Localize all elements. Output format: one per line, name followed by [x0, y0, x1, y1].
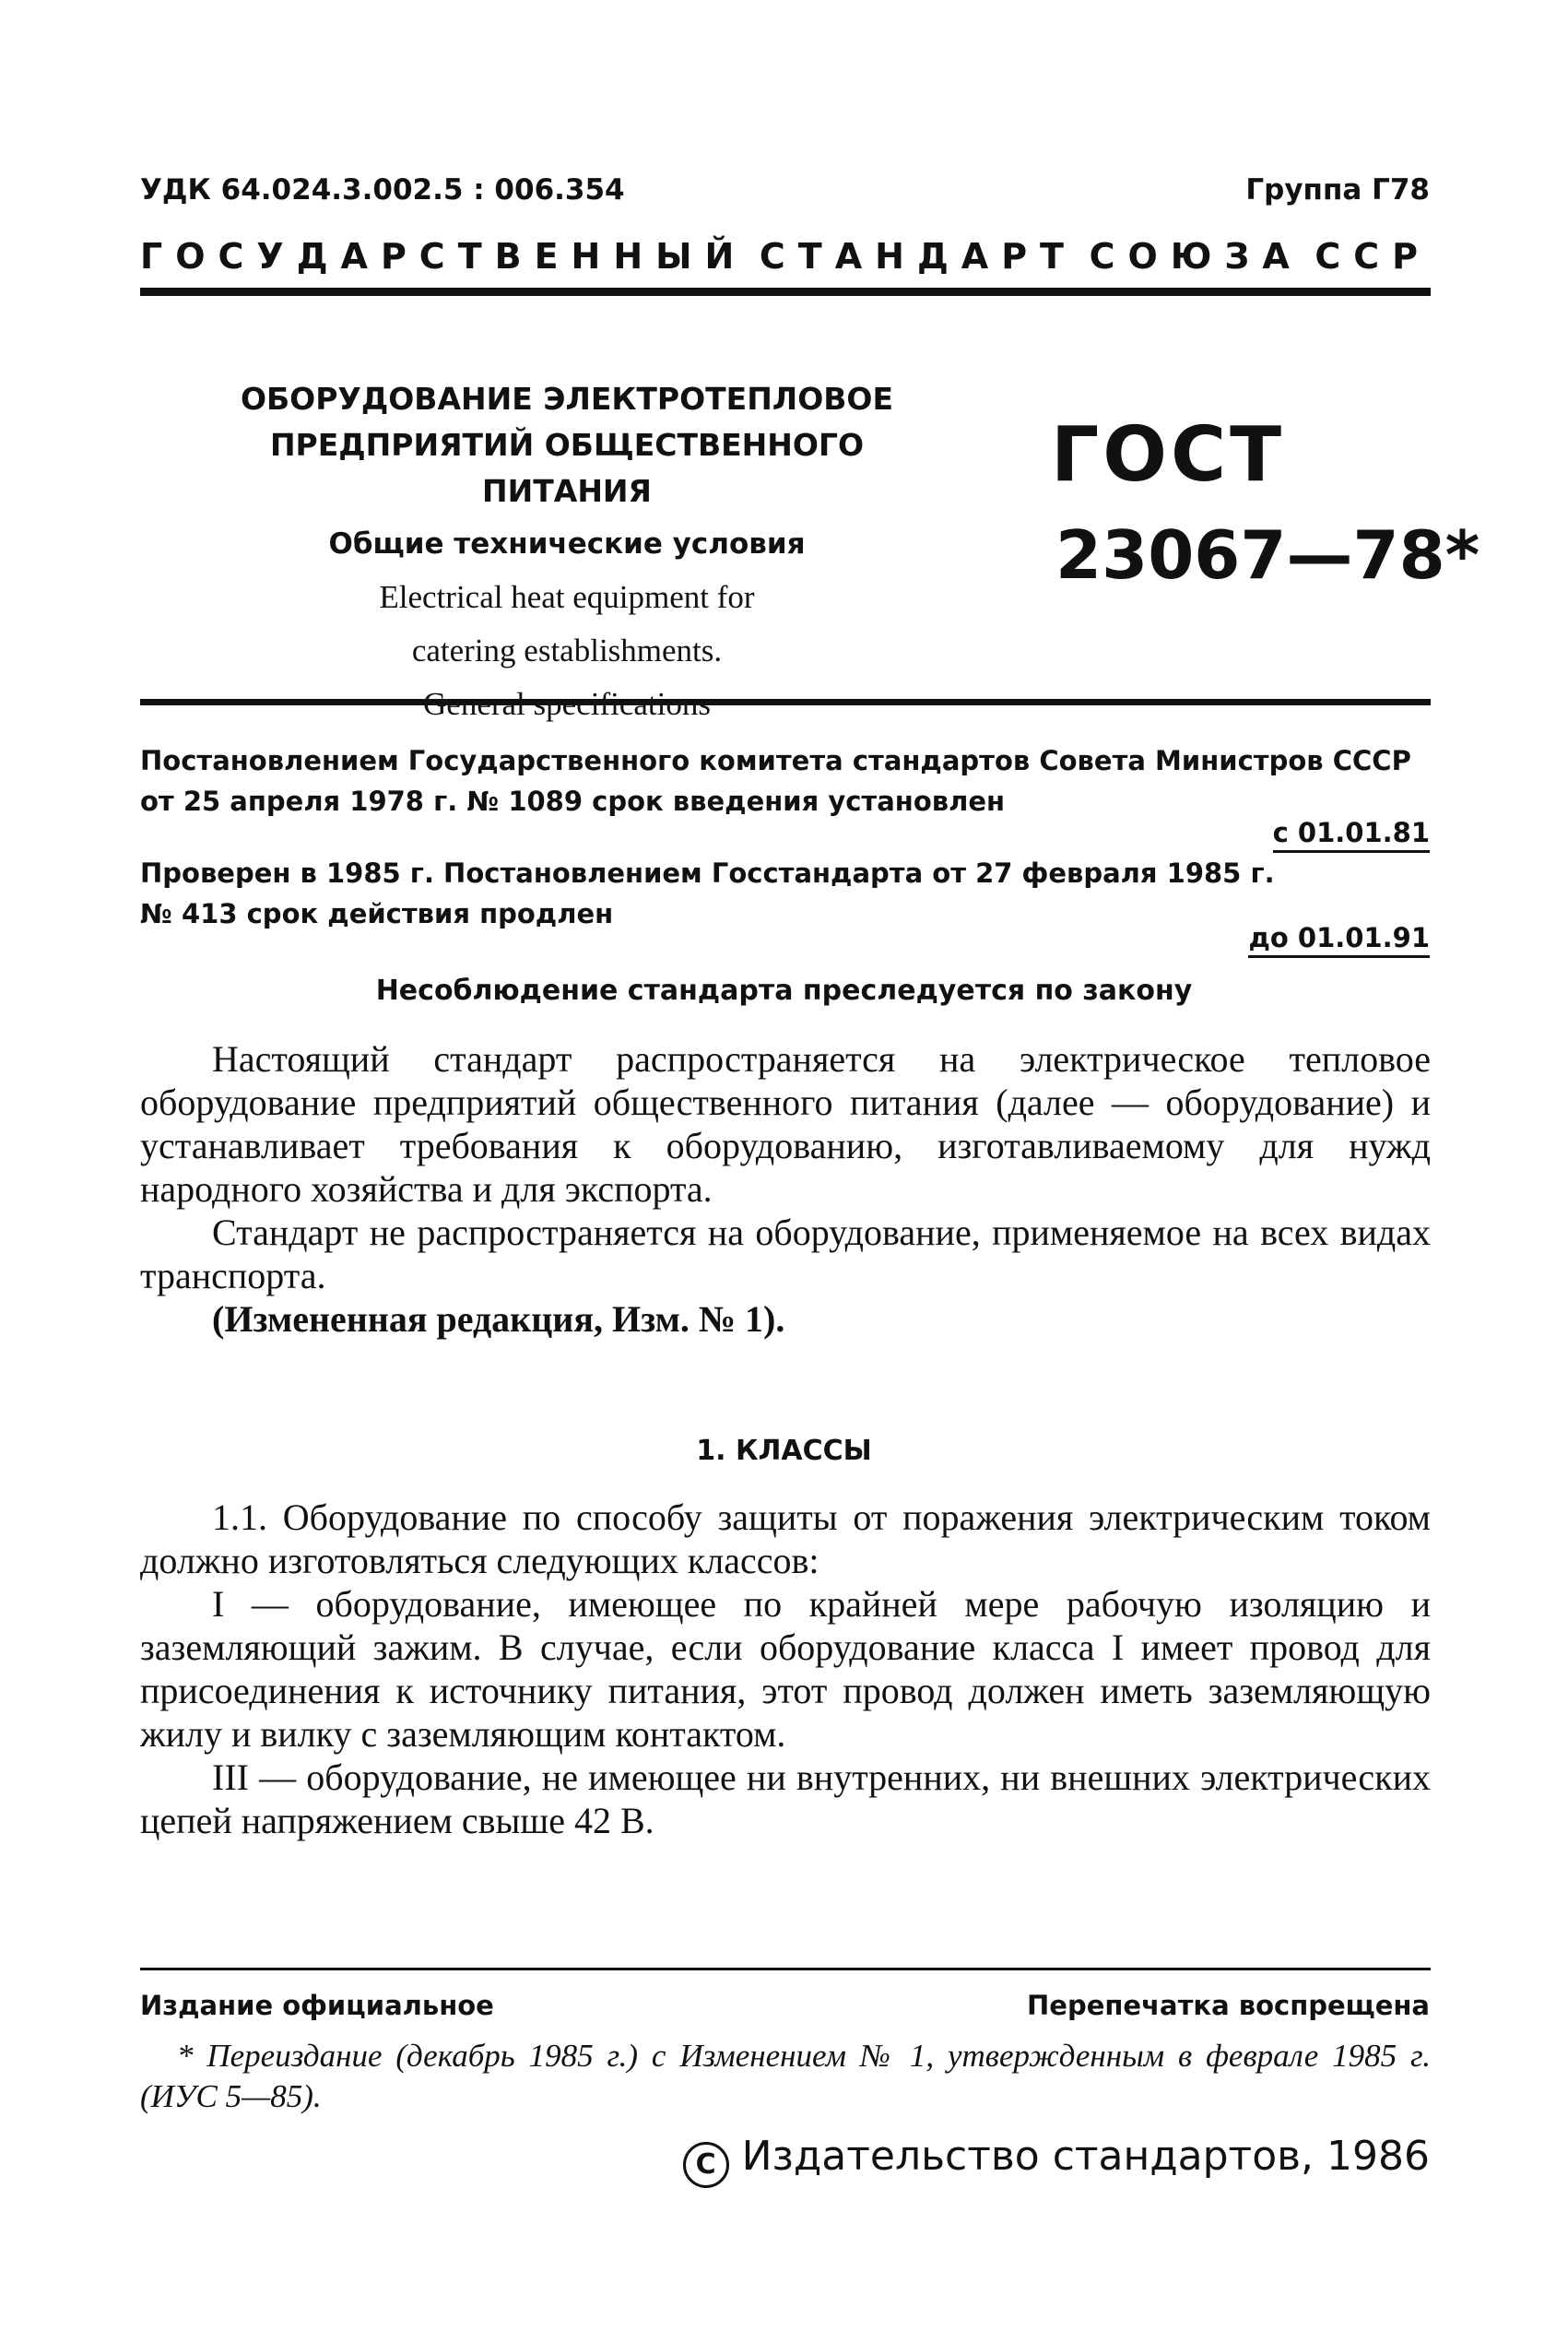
footnote-text: * Переиздание (декабрь 1985 г.) с Изменением № 1, утвержденным в феврале 1985 г. (ИУС 5—85).	[140, 2038, 1431, 2114]
banner-word: ССР	[1315, 236, 1431, 277]
banner-word: СОЮЗА	[1089, 236, 1303, 277]
banner-word: СТАНДАРТ	[759, 236, 1077, 277]
decree-line: № 413 срок действия продлен	[140, 898, 614, 929]
section-text	[140, 1496, 1431, 1842]
title-rule	[140, 699, 1431, 705]
section-heading: 1. КЛАССЫ	[696, 1435, 872, 1467]
title-en-line: Electrical heat equipment for	[379, 579, 755, 615]
section-paragraph: III — оборудование, не имеющее ни внутренних, ни внешних электрических цепей напряжением свыше 42 В.	[140, 1756, 1431, 1841]
section-paragraph: 1.1. Оборудование по способу защиты от поражения электрическим током должно изготовляться следующих классов:	[140, 1496, 1431, 1581]
copyright-icon: С	[683, 2142, 729, 2188]
intro-paragraph: Настоящий стандарт распространяется на электрическое тепловое оборудование предприятий общественного питания (далее — оборудование) и устанавливает требования к оборудованию, изготавливаемому для нужд народного хозяйства и для экспорта.	[140, 1038, 1431, 1210]
date-to: до 01.01.91	[1248, 922, 1430, 958]
section-paragraph: I — оборудование, имеющее по крайней мере рабочую изоляцию и заземляющий зажим. В случае, если оборудование класса I имеет провод для присоединения к источнику питания, этот провод должен иметь заземляющую жилу и вилку с заземляющим контактом.	[140, 1583, 1431, 1755]
legal-notice: Несоблюдение стандарта преследуется по закону	[375, 975, 1193, 1007]
official-edition: Издание официальное	[140, 1990, 494, 2021]
footnote	[140, 2036, 1431, 2117]
footer-rule	[140, 1968, 1431, 1970]
revision-note: (Измененная редакция, Изм. № 1).	[212, 1298, 785, 1340]
reprint-prohibited: Перепечатка воспрещена	[1027, 1990, 1430, 2021]
intro-text	[140, 1037, 1431, 1341]
title-block	[212, 376, 922, 721]
publisher-line	[683, 2133, 1430, 2188]
decree-text-1	[140, 740, 1431, 822]
title-ru-line: ОБОРУДОВАНИЕ ЭЛЕКТРОТЕПЛОВОЕ	[240, 381, 894, 417]
decree-line: от 25 апреля 1978 г. № 1089 срок введения установлен	[140, 786, 1006, 817]
banner-word: ГОСУДАРСТВЕННЫЙ	[140, 236, 748, 277]
standard-banner	[140, 236, 1431, 277]
group-code: Группа Г78	[1245, 173, 1430, 207]
title-ru-line: ПРЕДПРИЯТИЙ ОБЩЕСТВЕННОГО ПИТАНИЯ	[269, 427, 865, 509]
udk-code: УДК 64.024.3.002.5 : 006.354	[140, 173, 625, 207]
publisher-name: Издательство стандартов, 1986	[741, 2133, 1430, 2180]
title-en-line: catering establishments.	[411, 633, 723, 668]
decree-line: Постановлением Государственного комитета стандартов Совета Министров СССР	[140, 745, 1411, 776]
decree-line: Проверен в 1985 г. Постановлением Госстандарта от 27 февраля 1985 г.	[140, 857, 1275, 889]
intro-paragraph: Стандарт не распространяется на оборудование, применяемое на всех видах транспорта.	[140, 1212, 1431, 1296]
gost-label: ГОСТ	[1051, 411, 1286, 499]
decree-text-2	[140, 853, 1431, 934]
date-from: с 01.01.81	[1273, 817, 1430, 853]
header-rule	[140, 288, 1431, 296]
title-subtitle: Общие технические условия	[328, 527, 806, 561]
gost-number: 23067—78*	[1055, 516, 1480, 594]
